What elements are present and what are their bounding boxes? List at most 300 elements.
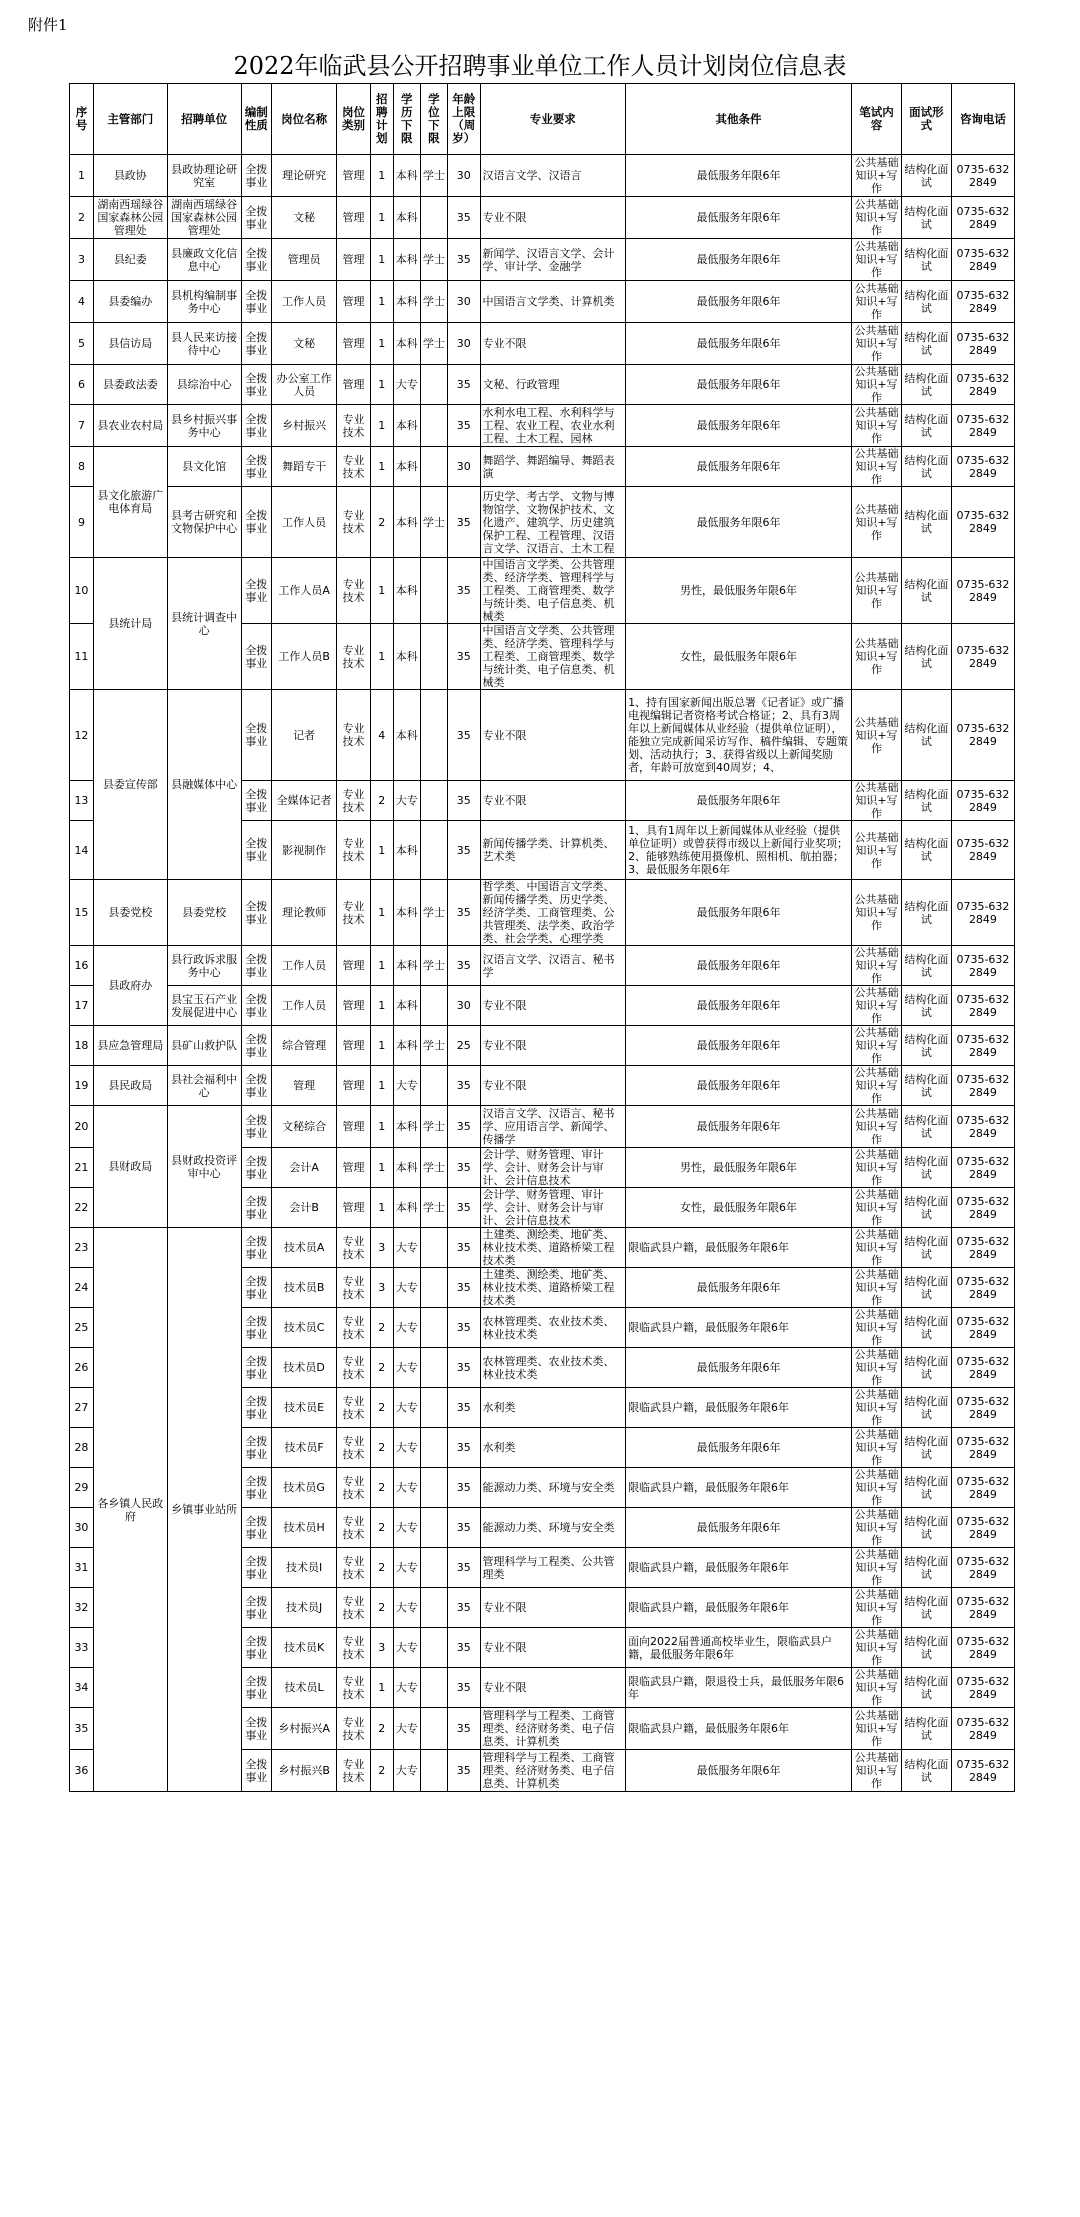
row-req: 新闻学、汉语言文学、会计学、审计学、金融学 <box>480 239 626 281</box>
row-exam: 公共基础知识+写作 <box>851 1066 901 1106</box>
row-age: 30 <box>447 986 480 1026</box>
row-nature: 全拨事业 <box>241 946 271 986</box>
row-nature: 全拨事业 <box>241 1388 271 1428</box>
row-age: 35 <box>447 821 480 880</box>
row-seq: 4 <box>70 281 94 323</box>
row-interview: 结构化面试 <box>901 1628 951 1668</box>
row-interview: 结构化面试 <box>901 1148 951 1188</box>
row-dept: 县纪委 <box>93 239 167 281</box>
row-interview: 结构化面试 <box>901 1588 951 1628</box>
row-other: 限临武县户籍，最低服务年限6年 <box>626 1468 852 1508</box>
row-count: 2 <box>370 1468 393 1508</box>
row-degree: 学士 <box>420 1148 447 1188</box>
row-edu: 本科 <box>393 281 420 323</box>
row-req: 专业不限 <box>480 781 626 821</box>
row-phone: 0735-6322849 <box>951 1750 1014 1792</box>
row-phone: 0735-6322849 <box>951 781 1014 821</box>
row-age: 35 <box>447 1348 480 1388</box>
row-post: 技术员D <box>272 1348 337 1388</box>
row-post: 工作人员 <box>272 986 337 1026</box>
row-nature: 全拨事业 <box>241 239 271 281</box>
row-exam: 公共基础知识+写作 <box>851 447 901 487</box>
table-row <box>70 197 1015 239</box>
row-seq: 31 <box>70 1548 94 1588</box>
row-dept: 县信访局 <box>93 323 167 365</box>
col-header-req: 专业要求 <box>480 84 626 155</box>
row-seq: 33 <box>70 1628 94 1668</box>
row-count: 2 <box>370 1708 393 1750</box>
row-age: 35 <box>447 1268 480 1308</box>
row-nature: 全拨事业 <box>241 1308 271 1348</box>
row-phone: 0735-6322849 <box>951 1348 1014 1388</box>
row-other: 女性，最低服务年限6年 <box>626 624 852 690</box>
row-req: 专业不限 <box>480 1588 626 1628</box>
row-category: 专业技术 <box>337 447 371 487</box>
row-phone: 0735-6322849 <box>951 1548 1014 1588</box>
row-category: 专业技术 <box>337 405 371 447</box>
row-age: 35 <box>447 624 480 690</box>
row-count: 1 <box>370 405 393 447</box>
row-exam: 公共基础知识+写作 <box>851 690 901 781</box>
table-row <box>70 1228 1015 1268</box>
row-other: 1、持有国家新闻出版总署《记者证》或广播电视编辑记者资格考试合格证；2、具有3周年以上新闻媒体从业经验（提供单位证明），能独立完成新闻采访写作、稿件编辑、专题策划、活动执行；3、获得省级以上新闻奖励者，年龄可放宽到40周岁；4、 <box>626 690 852 781</box>
row-post: 综合管理 <box>272 1026 337 1066</box>
row-seq: 18 <box>70 1026 94 1066</box>
row-age: 35 <box>447 239 480 281</box>
row-nature: 全拨事业 <box>241 1708 271 1750</box>
row-count: 4 <box>370 690 393 781</box>
row-exam: 公共基础知识+写作 <box>851 821 901 880</box>
row-exam: 公共基础知识+写作 <box>851 1188 901 1228</box>
row-category: 管理 <box>337 1066 371 1106</box>
row-req: 专业不限 <box>480 986 626 1026</box>
row-nature: 全拨事业 <box>241 1508 271 1548</box>
row-edu: 本科 <box>393 880 420 946</box>
row-edu: 大专 <box>393 1628 420 1668</box>
row-count: 1 <box>370 447 393 487</box>
row-seq: 13 <box>70 781 94 821</box>
row-degree <box>420 986 447 1026</box>
row-post: 技术员E <box>272 1388 337 1428</box>
row-degree <box>420 447 447 487</box>
row-category: 专业技术 <box>337 1508 371 1548</box>
row-category: 管理 <box>337 986 371 1026</box>
row-exam: 公共基础知识+写作 <box>851 1148 901 1188</box>
row-age: 30 <box>447 281 480 323</box>
row-req: 农林管理类、农业技术类、林业技术类 <box>480 1308 626 1348</box>
row-post: 技术员H <box>272 1508 337 1548</box>
row-category: 专业技术 <box>337 624 371 690</box>
row-category: 管理 <box>337 1188 371 1228</box>
row-interview: 结构化面试 <box>901 447 951 487</box>
row-exam: 公共基础知识+写作 <box>851 1668 901 1708</box>
row-degree <box>420 1348 447 1388</box>
row-count: 1 <box>370 624 393 690</box>
row-req: 专业不限 <box>480 690 626 781</box>
row-seq: 27 <box>70 1388 94 1428</box>
row-edu: 本科 <box>393 1188 420 1228</box>
col-header-exam: 笔试内容 <box>851 84 901 155</box>
row-req: 能源动力类、环境与安全类 <box>480 1508 626 1548</box>
row-seq: 19 <box>70 1066 94 1106</box>
row-seq: 30 <box>70 1508 94 1548</box>
table-row <box>70 155 1015 197</box>
row-nature: 全拨事业 <box>241 624 271 690</box>
row-edu: 大专 <box>393 1508 420 1548</box>
row-other: 最低服务年限6年 <box>626 1066 852 1106</box>
row-other: 男性，最低服务年限6年 <box>626 1148 852 1188</box>
row-req: 专业不限 <box>480 197 626 239</box>
row-other: 最低服务年限6年 <box>626 986 852 1026</box>
row-edu: 大专 <box>393 1388 420 1428</box>
row-edu: 大专 <box>393 1668 420 1708</box>
row-category: 管理 <box>337 1026 371 1066</box>
row-nature: 全拨事业 <box>241 281 271 323</box>
row-age: 35 <box>447 1588 480 1628</box>
row-post: 工作人员 <box>272 946 337 986</box>
row-phone: 0735-6322849 <box>951 880 1014 946</box>
row-count: 2 <box>370 1588 393 1628</box>
row-seq: 8 <box>70 447 94 487</box>
row-interview: 结构化面试 <box>901 781 951 821</box>
row-post: 影视制作 <box>272 821 337 880</box>
row-interview: 结构化面试 <box>901 821 951 880</box>
row-other: 面向2022届普通高校毕业生，限临武县户籍，最低服务年限6年 <box>626 1628 852 1668</box>
row-phone: 0735-6322849 <box>951 1066 1014 1106</box>
row-degree <box>420 1228 447 1268</box>
row-seq: 20 <box>70 1106 94 1148</box>
row-degree: 学士 <box>420 880 447 946</box>
row-category: 管理 <box>337 197 371 239</box>
row-category: 专业技术 <box>337 1588 371 1628</box>
table-row <box>70 946 1015 986</box>
row-phone: 0735-6322849 <box>951 1148 1014 1188</box>
row-seq: 16 <box>70 946 94 986</box>
row-degree <box>420 1628 447 1668</box>
col-header-age: 年龄上限（周岁） <box>447 84 480 155</box>
row-interview: 结构化面试 <box>901 558 951 624</box>
row-nature: 全拨事业 <box>241 880 271 946</box>
row-nature: 全拨事业 <box>241 1026 271 1066</box>
row-other: 最低服务年限6年 <box>626 365 852 405</box>
row-unit: 县行政诉求服务中心 <box>167 946 241 986</box>
row-edu: 大专 <box>393 1708 420 1750</box>
row-age: 35 <box>447 1468 480 1508</box>
row-nature: 全拨事业 <box>241 821 271 880</box>
row-dept: 县财政局 <box>93 1106 167 1228</box>
row-exam: 公共基础知识+写作 <box>851 624 901 690</box>
row-seq: 36 <box>70 1750 94 1792</box>
row-nature: 全拨事业 <box>241 1428 271 1468</box>
row-other: 最低服务年限6年 <box>626 1750 852 1792</box>
row-req: 中国语言文学类、计算机类 <box>480 281 626 323</box>
row-count: 1 <box>370 197 393 239</box>
row-count: 2 <box>370 1508 393 1548</box>
row-other: 最低服务年限6年 <box>626 1428 852 1468</box>
row-post: 办公室工作人员 <box>272 365 337 405</box>
row-post: 乡村振兴B <box>272 1750 337 1792</box>
row-degree <box>420 690 447 781</box>
row-category: 管理 <box>337 323 371 365</box>
row-nature: 全拨事业 <box>241 405 271 447</box>
row-post: 舞蹈专干 <box>272 447 337 487</box>
row-age: 35 <box>447 1388 480 1428</box>
row-count: 1 <box>370 1148 393 1188</box>
row-phone: 0735-6322849 <box>951 1268 1014 1308</box>
table-row <box>70 323 1015 365</box>
row-interview: 结构化面试 <box>901 281 951 323</box>
row-other: 最低服务年限6年 <box>626 1026 852 1066</box>
row-edu: 本科 <box>393 624 420 690</box>
row-phone: 0735-6322849 <box>951 281 1014 323</box>
row-dept: 县委党校 <box>93 880 167 946</box>
row-edu: 本科 <box>393 558 420 624</box>
table-row <box>70 880 1015 946</box>
row-post: 技术员B <box>272 1268 337 1308</box>
row-exam: 公共基础知识+写作 <box>851 487 901 558</box>
row-req: 文秘、行政管理 <box>480 365 626 405</box>
row-category: 管理 <box>337 1148 371 1188</box>
row-other: 最低服务年限6年 <box>626 447 852 487</box>
row-post: 技术员L <box>272 1668 337 1708</box>
row-seq: 14 <box>70 821 94 880</box>
row-count: 1 <box>370 1066 393 1106</box>
row-interview: 结构化面试 <box>901 1388 951 1428</box>
row-edu: 本科 <box>393 1106 420 1148</box>
row-count: 1 <box>370 946 393 986</box>
row-interview: 结构化面试 <box>901 1428 951 1468</box>
row-nature: 全拨事业 <box>241 558 271 624</box>
row-dept: 县农业农村局 <box>93 405 167 447</box>
row-edu: 本科 <box>393 1026 420 1066</box>
row-req: 专业不限 <box>480 1628 626 1668</box>
row-age: 35 <box>447 1628 480 1668</box>
row-post: 文秘 <box>272 197 337 239</box>
row-unit: 县文化馆 <box>167 447 241 487</box>
row-dept: 县政协 <box>93 155 167 197</box>
row-other: 男性，最低服务年限6年 <box>626 558 852 624</box>
row-exam: 公共基础知识+写作 <box>851 1628 901 1668</box>
row-interview: 结构化面试 <box>901 1308 951 1348</box>
row-unit: 县社会福利中心 <box>167 1066 241 1106</box>
row-edu: 大专 <box>393 1348 420 1388</box>
row-category: 管理 <box>337 946 371 986</box>
row-unit: 县人民来访接待中心 <box>167 323 241 365</box>
row-req: 管理科学与工程类、工商管理类、经济财务类、电子信息类、计算机类 <box>480 1708 626 1750</box>
row-req: 哲学类、中国语言文学类、新闻传播学类、历史学类、经济学类、工商管理类、公共管理类、法学类、政治学类、社会学类、心理学类 <box>480 880 626 946</box>
row-count: 2 <box>370 1428 393 1468</box>
row-degree: 学士 <box>420 239 447 281</box>
row-seq: 34 <box>70 1668 94 1708</box>
row-category: 专业技术 <box>337 1428 371 1468</box>
row-degree <box>420 558 447 624</box>
row-age: 35 <box>447 1708 480 1750</box>
row-age: 25 <box>447 1026 480 1066</box>
row-age: 30 <box>447 155 480 197</box>
row-edu: 本科 <box>393 487 420 558</box>
row-count: 3 <box>370 1228 393 1268</box>
row-post: 记者 <box>272 690 337 781</box>
row-degree: 学士 <box>420 946 447 986</box>
row-age: 35 <box>447 781 480 821</box>
row-seq: 2 <box>70 197 94 239</box>
row-count: 1 <box>370 239 393 281</box>
row-other: 最低服务年限6年 <box>626 281 852 323</box>
row-seq: 3 <box>70 239 94 281</box>
row-exam: 公共基础知识+写作 <box>851 1428 901 1468</box>
row-post: 会计A <box>272 1148 337 1188</box>
row-post: 技术员I <box>272 1548 337 1588</box>
row-edu: 本科 <box>393 155 420 197</box>
row-edu: 大专 <box>393 365 420 405</box>
row-interview: 结构化面试 <box>901 239 951 281</box>
row-nature: 全拨事业 <box>241 1468 271 1508</box>
row-exam: 公共基础知识+写作 <box>851 1508 901 1548</box>
row-post: 管理 <box>272 1066 337 1106</box>
row-age: 35 <box>447 690 480 781</box>
page-title: 2022年临武县公开招聘事业单位工作人员计划岗位信息表 <box>233 52 847 80</box>
col-header-count: 招聘计划 <box>370 84 393 155</box>
table-row <box>70 405 1015 447</box>
row-age: 35 <box>447 558 480 624</box>
row-other: 限临武县户籍，最低服务年限6年 <box>626 1588 852 1628</box>
row-edu: 大专 <box>393 1548 420 1588</box>
row-nature: 全拨事业 <box>241 197 271 239</box>
row-exam: 公共基础知识+写作 <box>851 1548 901 1588</box>
col-header-unit: 招聘单位 <box>167 84 241 155</box>
row-degree <box>420 1548 447 1588</box>
row-exam: 公共基础知识+写作 <box>851 1388 901 1428</box>
row-degree <box>420 1588 447 1628</box>
row-degree <box>420 1308 447 1348</box>
table-row <box>70 281 1015 323</box>
col-header-degree: 学位下限 <box>420 84 447 155</box>
row-category: 专业技术 <box>337 781 371 821</box>
row-interview: 结构化面试 <box>901 880 951 946</box>
row-interview: 结构化面试 <box>901 1668 951 1708</box>
row-interview: 结构化面试 <box>901 1548 951 1588</box>
row-other: 最低服务年限6年 <box>626 405 852 447</box>
row-phone: 0735-6322849 <box>951 447 1014 487</box>
row-degree: 学士 <box>420 281 447 323</box>
row-other: 最低服务年限6年 <box>626 1268 852 1308</box>
row-phone: 0735-6322849 <box>951 405 1014 447</box>
row-unit: 县政协理论研究室 <box>167 155 241 197</box>
row-category: 管理 <box>337 239 371 281</box>
row-interview: 结构化面试 <box>901 690 951 781</box>
row-post: 工作人员 <box>272 281 337 323</box>
row-other: 最低服务年限6年 <box>626 155 852 197</box>
table-row <box>70 690 1015 781</box>
row-count: 1 <box>370 880 393 946</box>
row-count: 2 <box>370 1348 393 1388</box>
col-header-dept: 主管部门 <box>93 84 167 155</box>
row-age: 35 <box>447 1548 480 1588</box>
row-seq: 11 <box>70 624 94 690</box>
row-exam: 公共基础知识+写作 <box>851 986 901 1026</box>
row-exam: 公共基础知识+写作 <box>851 880 901 946</box>
row-edu: 大专 <box>393 1428 420 1468</box>
row-edu: 本科 <box>393 946 420 986</box>
row-category: 专业技术 <box>337 1308 371 1348</box>
row-phone: 0735-6322849 <box>951 946 1014 986</box>
col-header-category: 岗位类别 <box>337 84 371 155</box>
row-other: 最低服务年限6年 <box>626 197 852 239</box>
row-unit: 县融媒体中心 <box>167 690 241 880</box>
row-phone: 0735-6322849 <box>951 986 1014 1026</box>
row-dept: 湖南西瑶绿谷国家森林公园管理处 <box>93 197 167 239</box>
row-other: 最低服务年限6年 <box>626 1348 852 1388</box>
row-other: 限临武县户籍，限退役士兵，最低服务年限6年 <box>626 1668 852 1708</box>
table-row <box>70 986 1015 1026</box>
row-seq: 12 <box>70 690 94 781</box>
row-count: 1 <box>370 323 393 365</box>
row-post: 乡村振兴 <box>272 405 337 447</box>
row-exam: 公共基础知识+写作 <box>851 1750 901 1792</box>
row-category: 专业技术 <box>337 690 371 781</box>
row-category: 管理 <box>337 155 371 197</box>
row-seq: 15 <box>70 880 94 946</box>
row-phone: 0735-6322849 <box>951 1308 1014 1348</box>
row-interview: 结构化面试 <box>901 624 951 690</box>
row-other: 最低服务年限6年 <box>626 323 852 365</box>
row-other: 限临武县户籍，最低服务年限6年 <box>626 1308 852 1348</box>
row-req: 汉语言文学、汉语言、秘书学 <box>480 946 626 986</box>
row-edu: 本科 <box>393 323 420 365</box>
row-interview: 结构化面试 <box>901 1026 951 1066</box>
row-age: 35 <box>447 1508 480 1548</box>
row-edu: 本科 <box>393 447 420 487</box>
row-nature: 全拨事业 <box>241 1066 271 1106</box>
row-unit: 县宝玉石产业发展促进中心 <box>167 986 241 1026</box>
row-degree <box>420 821 447 880</box>
row-seq: 5 <box>70 323 94 365</box>
row-category: 管理 <box>337 1106 371 1148</box>
row-degree <box>420 365 447 405</box>
row-phone: 0735-6322849 <box>951 365 1014 405</box>
row-category: 专业技术 <box>337 1468 371 1508</box>
row-exam: 公共基础知识+写作 <box>851 1348 901 1388</box>
row-other: 最低服务年限6年 <box>626 781 852 821</box>
table-row <box>70 558 1015 624</box>
row-phone: 0735-6322849 <box>951 1468 1014 1508</box>
row-age: 35 <box>447 1106 480 1148</box>
row-post: 全媒体记者 <box>272 781 337 821</box>
row-req: 新闻传播学类、计算机类、艺术类 <box>480 821 626 880</box>
row-post: 工作人员 <box>272 487 337 558</box>
row-req: 专业不限 <box>480 1668 626 1708</box>
row-exam: 公共基础知识+写作 <box>851 281 901 323</box>
row-other: 最低服务年限6年 <box>626 1106 852 1148</box>
row-age: 35 <box>447 1750 480 1792</box>
row-req: 土建类、测绘类、地矿类、林业技术类、道路桥梁工程技术类 <box>480 1268 626 1308</box>
row-age: 35 <box>447 1668 480 1708</box>
row-exam: 公共基础知识+写作 <box>851 1308 901 1348</box>
row-count: 1 <box>370 1026 393 1066</box>
row-category: 专业技术 <box>337 1228 371 1268</box>
row-interview: 结构化面试 <box>901 487 951 558</box>
table-row <box>70 447 1015 487</box>
row-degree: 学士 <box>420 155 447 197</box>
row-req: 专业不限 <box>480 323 626 365</box>
row-count: 2 <box>370 1388 393 1428</box>
row-post: 技术员A <box>272 1228 337 1268</box>
row-post: 技术员F <box>272 1428 337 1468</box>
row-edu: 大专 <box>393 1268 420 1308</box>
row-nature: 全拨事业 <box>241 487 271 558</box>
row-degree <box>420 1468 447 1508</box>
row-exam: 公共基础知识+写作 <box>851 197 901 239</box>
